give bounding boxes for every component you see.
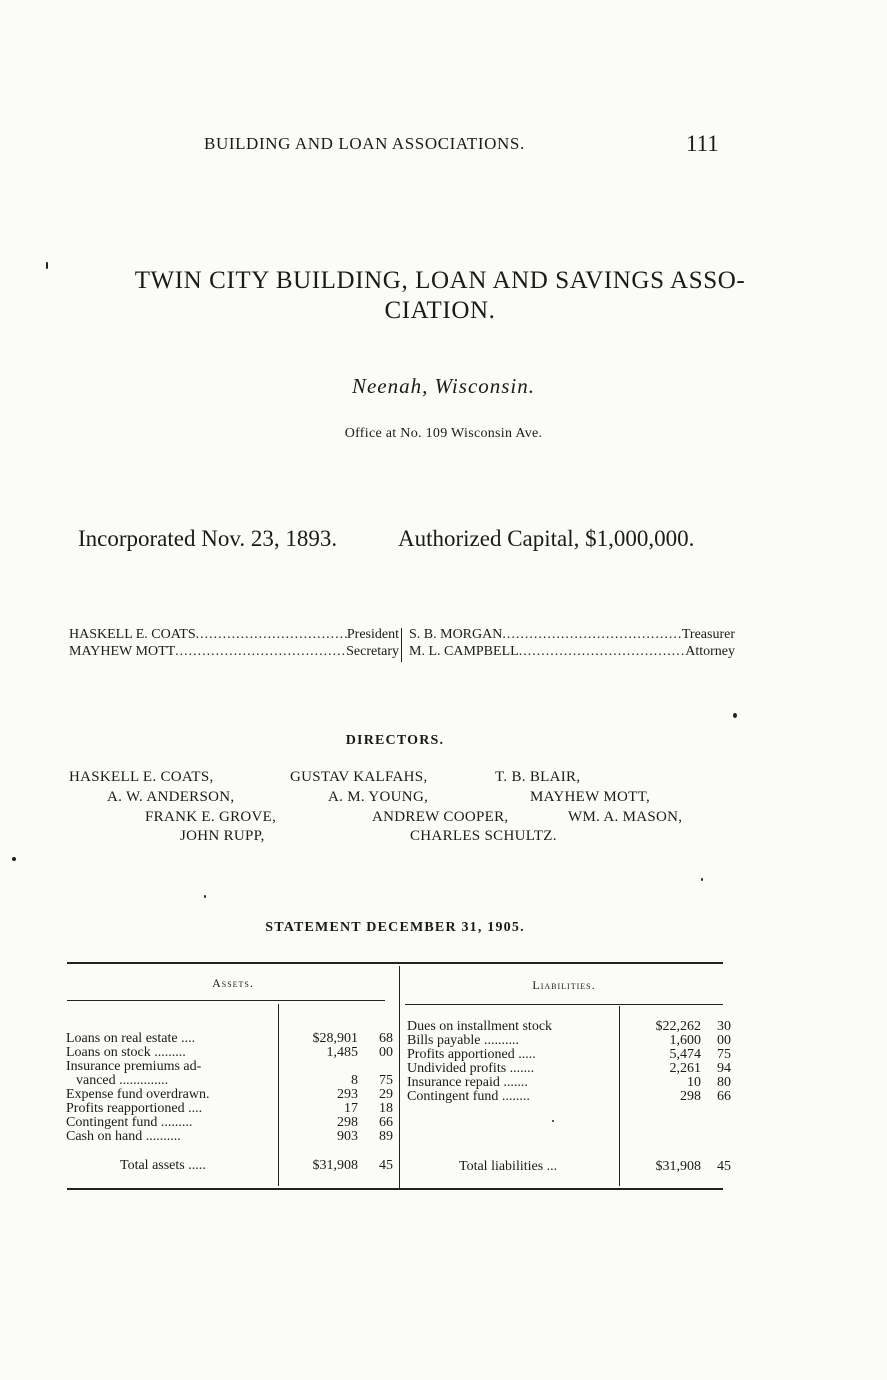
total-assets-dollars: $31,908 — [312, 1158, 358, 1173]
location: Neenah, Wisconsin. — [351, 374, 536, 398]
officer-name: HASKELL E. COATS — [69, 627, 196, 642]
liability-label: Contingent fund ........ — [407, 1089, 530, 1104]
office-address: Office at No. 109 Wisconsin Ave. — [344, 426, 543, 441]
table-top-rule — [67, 962, 723, 964]
officer-title: Attorney — [685, 644, 735, 659]
asset-label: Insurance premiums ad- — [66, 1059, 202, 1074]
liability-label: Profits apportioned ..... — [407, 1047, 536, 1062]
association-title-line2: CIATION. — [384, 297, 496, 324]
total-assets-label: Total assets ..... — [120, 1158, 206, 1173]
total-liabilities-label: Total liabilities ... — [459, 1159, 558, 1174]
liability-row — [407, 1062, 733, 1076]
liability-dollars: 298 — [680, 1089, 701, 1104]
leader-dots — [175, 643, 346, 660]
liability-cents: 30 — [717, 1019, 731, 1034]
asset-dollars: 8 — [351, 1073, 358, 1088]
director-name: A. M. YOUNG, — [328, 789, 429, 805]
asset-label: Expense fund overdrawn. — [66, 1087, 210, 1102]
leader-dots — [519, 643, 686, 660]
running-title: BUILDING AND LOAN ASSOCIATIONS. — [204, 134, 525, 153]
director-name: HASKELL E. COATS, — [69, 769, 214, 785]
asset-cents: 68 — [379, 1031, 393, 1046]
liability-row — [407, 1034, 733, 1048]
officer-row — [409, 643, 735, 660]
total-assets-cents: 45 — [379, 1158, 393, 1173]
asset-label: vanced .............. — [76, 1073, 169, 1088]
leader-dots — [196, 626, 347, 643]
total-assets-row — [66, 1159, 396, 1173]
association-title-line1: TWIN CITY BUILDING, LOAN AND SAVINGS ASSO- — [134, 267, 746, 294]
asset-row — [66, 1088, 396, 1102]
asset-label: Profits reapportioned .... — [66, 1101, 203, 1116]
print-speck — [733, 713, 737, 718]
asset-dollars: $28,901 — [312, 1031, 358, 1046]
officer-title: Treasurer — [681, 627, 735, 642]
directors-heading: DIRECTORS. — [345, 733, 445, 748]
page-number: 111 — [686, 131, 719, 156]
running-head — [0, 131, 887, 158]
print-speck — [12, 857, 16, 861]
liability-label: Insurance repaid ....... — [407, 1075, 528, 1090]
liability-label: Undivided profits ....... — [407, 1061, 535, 1076]
incorporation-line — [78, 526, 738, 552]
liability-dollars: 2,261 — [669, 1061, 701, 1076]
officers-left-column — [69, 626, 399, 660]
incorporated-date: Incorporated Nov. 23, 1893. — [78, 526, 338, 551]
association-title — [60, 266, 820, 326]
print-speck — [701, 878, 703, 881]
officer-name: M. L. CAMPBELL — [409, 644, 519, 659]
assets-heading: Assets. — [212, 976, 254, 990]
liability-dollars: 5,474 — [669, 1047, 701, 1062]
director-name: GUSTAV KALFAHS, — [290, 769, 428, 785]
director-name: A. W. ANDERSON, — [107, 789, 235, 805]
total-liabilities-cents: 45 — [717, 1159, 731, 1174]
liability-row — [407, 1020, 733, 1034]
asset-label: Loans on stock ......... — [66, 1045, 186, 1060]
asset-dollars: 903 — [337, 1129, 358, 1144]
liability-cents: 66 — [717, 1089, 731, 1104]
asset-row — [66, 1032, 396, 1046]
liability-row — [407, 1048, 733, 1062]
asset-dollars: 17 — [344, 1101, 358, 1116]
asset-label: Loans on real estate .... — [66, 1031, 196, 1046]
asset-cents: 00 — [379, 1045, 393, 1060]
liability-row — [407, 1076, 733, 1090]
asset-cents: 29 — [379, 1087, 393, 1102]
asset-dollars: 1,485 — [326, 1045, 358, 1060]
director-name: JOHN RUPP, — [180, 828, 265, 844]
director-name: CHARLES SCHULTZ. — [410, 828, 557, 844]
officer-row — [409, 626, 735, 643]
assets-header-rule — [67, 1000, 385, 1001]
asset-dollars: 298 — [337, 1115, 358, 1130]
asset-row — [66, 1060, 396, 1074]
officer-divider — [401, 628, 402, 662]
liability-dollars: 1,600 — [669, 1033, 701, 1048]
print-speck — [552, 1120, 554, 1122]
director-name: MAYHEW MOTT, — [530, 789, 650, 805]
asset-row — [66, 1130, 396, 1144]
liability-dollars: 10 — [687, 1075, 701, 1090]
director-name: T. B. BLAIR, — [495, 769, 581, 785]
asset-cents: 66 — [379, 1115, 393, 1130]
statement-heading: STATEMENT DECEMBER 31, 1905. — [265, 920, 525, 935]
asset-label: Cash on hand .......... — [66, 1129, 181, 1144]
print-speck — [46, 262, 48, 269]
asset-row — [66, 1074, 396, 1088]
asset-dollars: 293 — [337, 1087, 358, 1102]
liability-cents: 94 — [717, 1061, 731, 1076]
liability-cents: 00 — [717, 1033, 731, 1048]
asset-row — [66, 1046, 396, 1060]
liability-cents: 75 — [717, 1047, 731, 1062]
asset-cents: 75 — [379, 1073, 393, 1088]
authorized-capital: Authorized Capital, $1,000,000. — [398, 526, 695, 551]
liability-row — [407, 1090, 733, 1104]
asset-row — [66, 1116, 396, 1130]
liabilities-heading: Liabilities. — [532, 978, 596, 992]
director-name: FRANK E. GROVE, — [145, 809, 277, 825]
officer-row — [69, 643, 399, 660]
liabilities-header-rule — [405, 1004, 723, 1005]
total-liabilities-row — [407, 1160, 733, 1174]
director-name: ANDREW COOPER, — [372, 809, 509, 825]
asset-row — [66, 1102, 396, 1116]
liability-label: Bills payable .......... — [407, 1033, 519, 1048]
liability-cents: 80 — [717, 1075, 731, 1090]
asset-cents: 89 — [379, 1129, 393, 1144]
total-liabilities-dollars: $31,908 — [655, 1159, 701, 1174]
officers-right-column — [409, 626, 735, 660]
center-divider — [399, 966, 400, 1188]
officer-title: Secretary — [346, 644, 399, 659]
liability-label: Dues on installment stock — [407, 1019, 553, 1034]
table-bottom-rule — [67, 1188, 723, 1190]
officer-row — [69, 626, 399, 643]
officer-name: MAYHEW MOTT — [69, 644, 176, 659]
print-speck — [204, 895, 206, 898]
officer-title: President — [346, 627, 399, 642]
leader-dots — [502, 626, 682, 643]
liability-dollars: $22,262 — [655, 1019, 701, 1034]
asset-cents: 18 — [379, 1101, 393, 1116]
officer-name: S. B. MORGAN — [409, 627, 503, 642]
director-name: WM. A. MASON, — [568, 809, 683, 825]
asset-label: Contingent fund ......... — [66, 1115, 193, 1130]
